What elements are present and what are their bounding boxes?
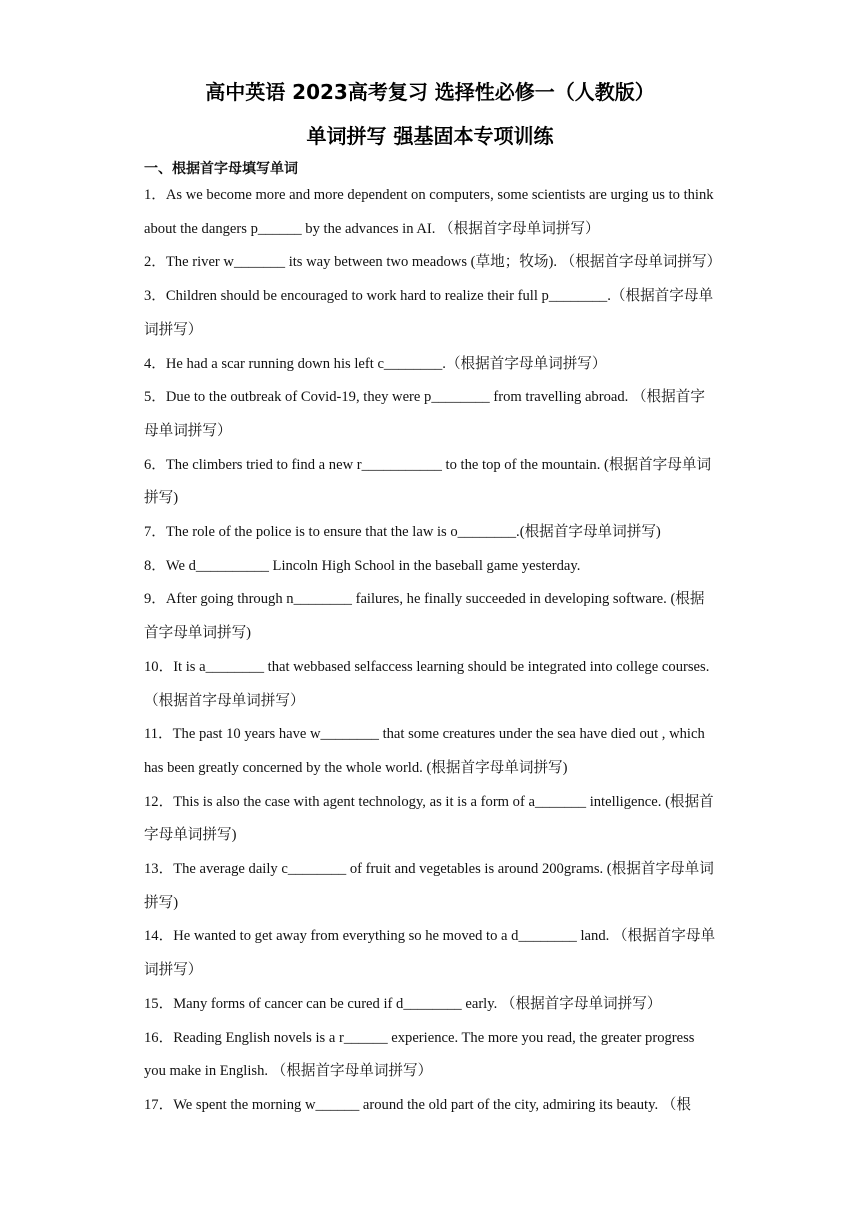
question-16: 16．Reading English novels is a r______ experience. The more you read, the greater progress you make in English. （根据首字母单词拼写） xyxy=(144,1029,695,1080)
question-1: 1．As we become more and more dependent on computers, some scientists are urging us to think about the dangers p______ by the advances in AI. （根据首字母单词拼写） xyxy=(144,187,714,237)
question-7: 7．The role of the police is to ensure that the law is o________.(根据首字母单词拼写) xyxy=(144,524,661,541)
question-5: 5．Due to the outbreak of Covid-19, they were p________ from travelling abroad. （根据首字母单词拼写） xyxy=(144,389,705,439)
question-4: 4．He had a scar running down his left c________.（根据首字母单词拼写） xyxy=(144,355,607,372)
question-9: 9．After going through n________ failures, he finally succeeded in developing software. (根据首字母单词拼写) xyxy=(144,591,705,642)
question-14: 14．He wanted to get away from everything so he moved to a d________ land. （根据首字母单词拼写） xyxy=(144,928,716,979)
question-12: 12．This is also the case with agent technology, as it is a form of a_______ intelligence. (根据首字母单词拼写) xyxy=(144,793,714,844)
question-3: 3．Children should be encouraged to work hard to realize their full p________.（根据首字母单词拼写） xyxy=(144,288,714,338)
question-11: 11．The past 10 years have w________ that some creatures under the sea have died out , which has been greatly concerned by the whole world. (根据首字母单词拼写) xyxy=(144,726,705,776)
question-15: 15．Many forms of cancer can be cured if d________ early. （根据首字母单词拼写） xyxy=(144,995,662,1012)
question-10: 10．It is a________ that webbased selfaccess learning should be integrated into college courses. （根据首字母单词拼写） xyxy=(144,658,710,709)
page-subtitle: 单词拼写 强基固本专项训练 xyxy=(306,124,554,148)
section-heading: 一、根据首字母填写单词 xyxy=(144,161,298,177)
question-8: 8．We d__________ Lincoln High School in the baseball game yesterday. xyxy=(144,557,581,574)
question-6: 6．The climbers tried to find a new r___________ to the top of the mountain. (根据首字母单词拼写) xyxy=(144,456,712,507)
question-list xyxy=(144,179,722,1123)
question-13: 13．The average daily c________ of fruit and vegetables is around 200grams. (根据首字母单词拼写) xyxy=(144,861,714,911)
question-17: 17．We spent the morning w______ around the old part of the city, admiring its beauty. （根 xyxy=(144,1096,691,1113)
page-title: 高中英语 2023高考复习 选择性必修一（人教版） xyxy=(205,80,655,104)
question-2: 2．The river w_______ its way between two meadows (草地；牧场). （根据首字母单词拼写） xyxy=(144,254,722,271)
